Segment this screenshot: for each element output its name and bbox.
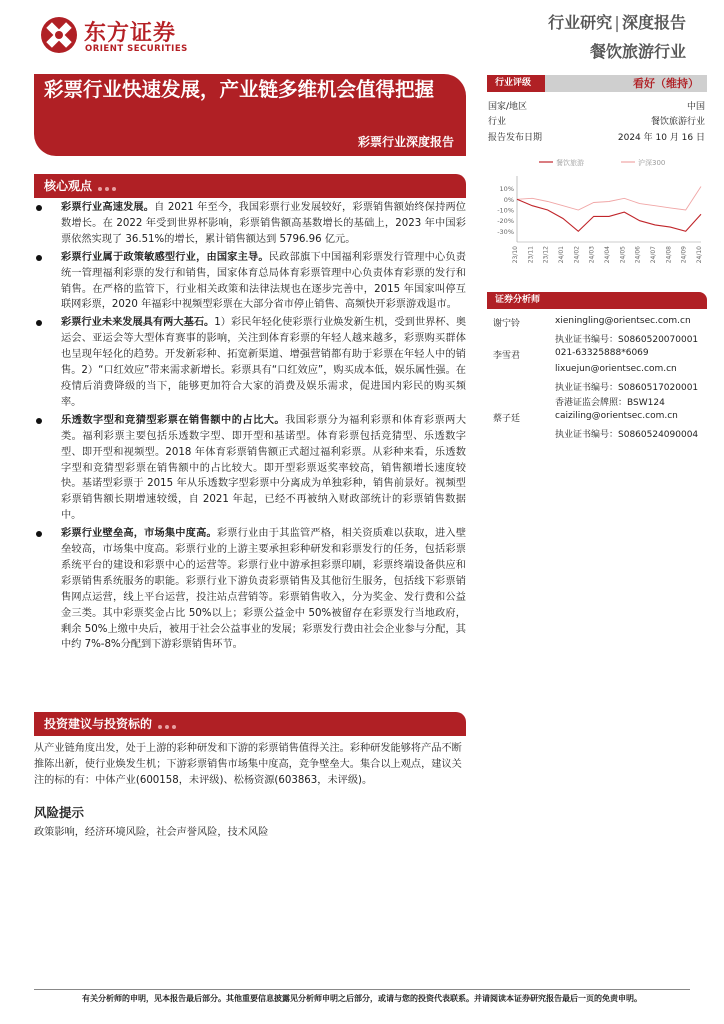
bullet-icon bbox=[36, 320, 42, 326]
performance-chart bbox=[487, 154, 707, 274]
bullet-lead: 彩票行业壁垒高，市场集中度高。 bbox=[61, 528, 217, 540]
report-subtitle: 彩票行业深度报告 bbox=[357, 135, 454, 149]
analysts-header bbox=[487, 292, 707, 309]
meta-value: 中国 bbox=[686, 102, 705, 112]
dots-icon bbox=[98, 175, 119, 199]
report-type-header: 行业研究 | 深度报告 餐饮旅游行业 bbox=[548, 13, 686, 61]
bullet-body: 自 2021 年至今，我国彩票行业发展较好，彩票销售额始终保持两位数增长。在 2022 年受到世界杯影响，彩票销售额高基数增长的基础上，2023 年中国彩票依然实现了 36.51%的增长，累计销售额达到 5796.96 亿元。 bbox=[61, 202, 466, 245]
report-kind: 深度报告 bbox=[621, 13, 686, 32]
x-tick-label: 24/03 bbox=[588, 246, 596, 264]
risk-heading: 风险提示 bbox=[34, 805, 85, 820]
x-tick-label: 24/08 bbox=[665, 246, 673, 264]
company-logo bbox=[40, 14, 200, 56]
title-banner bbox=[34, 74, 466, 156]
investment-advice-header bbox=[34, 712, 466, 736]
bullet-icon bbox=[36, 205, 42, 211]
bullet-lead: 彩票行业未来发展具有两大基石。 bbox=[61, 317, 215, 329]
investment-advice-text: 从产业链角度出发，处于上游的彩种研发和下游的彩票销售值得关注。彩种研发能够将产品不断推陈出新，使行业焕发生机；下游彩票销售市场集中度高，竞争壁垒大。集合以上观点，建议关注的标的有：中体产业(600158，未评级)、松杨资源(603863，未评级)。 bbox=[34, 743, 462, 786]
core-viewpoint-title: 核心观点 bbox=[44, 179, 93, 193]
analyst-name: 蔡子廷 bbox=[493, 414, 521, 424]
x-tick-label: 24/05 bbox=[619, 246, 627, 264]
x-tick-label: 23/12 bbox=[542, 246, 550, 264]
series-line-catering-tourism bbox=[517, 199, 701, 231]
analysts-title: 证券分析师 bbox=[495, 295, 541, 305]
x-tick-label: 23/11 bbox=[527, 246, 535, 264]
x-tick-label: 24/06 bbox=[634, 246, 642, 264]
core-viewpoint-header bbox=[34, 174, 466, 198]
legend-label: 沪深300 bbox=[638, 159, 666, 167]
analyst-email: xieningling@orientsec.com.cn bbox=[555, 316, 691, 326]
analyst-license: 执业证书编号：S0860524090004 bbox=[555, 430, 699, 440]
logo-mark-icon bbox=[40, 16, 78, 54]
risk-text: 政策影响，经济环境风险，社会声誉风险，技术风险 bbox=[34, 827, 269, 838]
bullet-lead: 彩票行业属于政策敏感型行业，由国家主导。 bbox=[61, 251, 269, 263]
bullet-body: 民政部旗下中国福利彩票发行管理中心负责统一管理福利彩票的发行和销售，国家体育总局体育彩票管理中心负责体育彩票的发行和销售。在严格的监管下，行业相关政策和法律法规也在逐步完善中，2015 年国家叫停互联网彩票，2020 年福彩中视频型彩票在大部分省市停止销售、高频快开彩票游戏退市。 bbox=[61, 251, 466, 311]
x-tick-label: 24/04 bbox=[604, 246, 611, 264]
y-tick-label: 0% bbox=[503, 195, 514, 204]
meta-key: 国家/地区 bbox=[488, 102, 528, 112]
analyst-email: lixuejun@orientsec.com.cn bbox=[555, 364, 677, 374]
y-tick-label: -30% bbox=[497, 227, 514, 236]
bullet-icon bbox=[36, 255, 42, 261]
report-title: 彩票行业快速发展，产业链多维机会值得把握 bbox=[44, 78, 435, 101]
report-industry: 餐饮旅游行业 bbox=[589, 42, 686, 61]
x-tick-label: 24/02 bbox=[573, 246, 581, 264]
logo-name-cn: 东方证券 bbox=[84, 21, 177, 46]
x-tick-label: 24/09 bbox=[680, 246, 688, 264]
rating-value: 看好（维持） bbox=[633, 77, 699, 90]
list-item bbox=[34, 526, 466, 653]
meta-value: 餐饮旅游行业 bbox=[650, 117, 705, 127]
x-tick-label: 24/10 bbox=[696, 246, 703, 264]
meta-key: 行业 bbox=[488, 117, 507, 127]
bullet-body: 我国彩票分为福利彩票和体育彩票两大类。福利彩票主要包括乐透数字型、即开型和基诺型。体育彩票包括竞猜型、乐透数字型、即开型和视频型。2018 年体育彩票销售额正式超过福利彩票。从彩种来看，乐透数字型和竞猜型彩票在销售额中的占比较大。即开型彩票返奖率较高，销售额增长速度较快。基诺型彩票于 2015 年从乐透数字型彩票中分离成为单独彩种，销售前景好。视频型彩票销售额长期增速较缓，自 2021 年起，已经不再被纳入财政部统计的彩票销售数据中。 bbox=[61, 414, 467, 522]
industry-rating-bar bbox=[487, 75, 707, 92]
list-item bbox=[34, 315, 466, 410]
series-line-csi300 bbox=[517, 187, 701, 211]
analyst-name: 李雪君 bbox=[493, 351, 521, 361]
analyst-email: caiziling@orientsec.com.cn bbox=[555, 411, 678, 421]
x-tick-label: 23/10 bbox=[512, 246, 519, 264]
x-tick-label: 24/01 bbox=[558, 246, 565, 264]
y-tick-label: -10% bbox=[497, 206, 514, 215]
footer-disclaimer: 有关分析师的申明，见本报告最后部分。其他重要信息披露见分析师申明之后部分，或请与您的投资代表联系。并请阅读本证券研究报告最后一页的免责申明。 bbox=[82, 994, 642, 1003]
bullet-icon bbox=[36, 418, 42, 424]
analyst-phone: 021-63325888*6069 bbox=[555, 348, 649, 358]
dots-icon bbox=[158, 713, 179, 737]
report-category: 行业研究 bbox=[548, 13, 613, 32]
meta-value: 2024 年 10 月 16 日 bbox=[617, 133, 705, 143]
rating-label: 行业评级 bbox=[487, 75, 545, 92]
list-item bbox=[34, 250, 466, 314]
investment-advice-title: 投资建议与投资标的 bbox=[44, 717, 153, 731]
analyst-hk-license: 香港证监会牌照：BSW124 bbox=[555, 398, 665, 408]
analyst-name: 谢宁铃 bbox=[493, 319, 521, 329]
bullet-body: 1）彩民年轻化使彩票行业焕发新生机，受到世界杯、奥运会、亚运会等大型体育赛事的影响，关注到体育彩票的年轻人越来越多，彩票购买群体也呈现年轻化的趋势。开发新彩种、拓宽新渠道、增强营销都有助于彩票在年轻人中的销售。2）“口红效应”带来需求新增长。彩票具有“口红效应”，购买成本低，娱乐属性强。在疫情后消费降级的当下，能够更加符合大家的消费及娱乐需求，促进国内彩民的购买频率。 bbox=[61, 317, 467, 408]
footer-divider bbox=[34, 989, 690, 990]
core-bullet-list bbox=[34, 200, 466, 655]
x-tick-label: 24/07 bbox=[650, 246, 657, 264]
bullet-lead: 乐透数字型和竞猜型彩票在销售额中的占比大。 bbox=[61, 414, 286, 426]
y-tick-label: -20% bbox=[497, 217, 514, 226]
list-item bbox=[34, 413, 466, 524]
y-tick-label: 10% bbox=[499, 185, 514, 194]
bullet-lead: 彩票行业高速发展。 bbox=[61, 202, 155, 213]
bullet-body: 彩票行业由于其监管严格，相关资质难以获取，进入壁垒较高，市场集中度高。彩票行业的上游主要承担彩种研发和彩票发行的任务，包括彩票系统平台的建设和彩票中心的运营等。彩票行业中游承担彩票印刷，彩票终端设备供应和彩票销售系统服务的职能。彩票行业下游负责彩票销售及其他衍生服务，包括线下彩票销售网点运营，线上平台运营，投注站点营销等。彩票销售收入，分为奖金、发行费和公益金三类。其中彩票奖金占比 50%以上；彩票公益金中 50%被留存在彩票发行当地政府，剩余 50%上缴中央后，被用于社会公益事业的发展；彩票发行费由社会企业参与分配，其中约 7%-8%分配到下游彩票销售环节。 bbox=[61, 528, 467, 651]
meta-key: 报告发布日期 bbox=[488, 133, 543, 143]
legend-label: 餐饮旅游 bbox=[556, 159, 584, 167]
logo-name-en: ORIENT SECURITIES bbox=[85, 44, 188, 54]
analyst-license: 执业证书编号：S0860517020001 bbox=[555, 383, 699, 393]
bullet-icon bbox=[36, 531, 42, 537]
list-item bbox=[34, 200, 466, 248]
analyst-license: 执业证书编号：S0860520070001 bbox=[555, 335, 699, 345]
